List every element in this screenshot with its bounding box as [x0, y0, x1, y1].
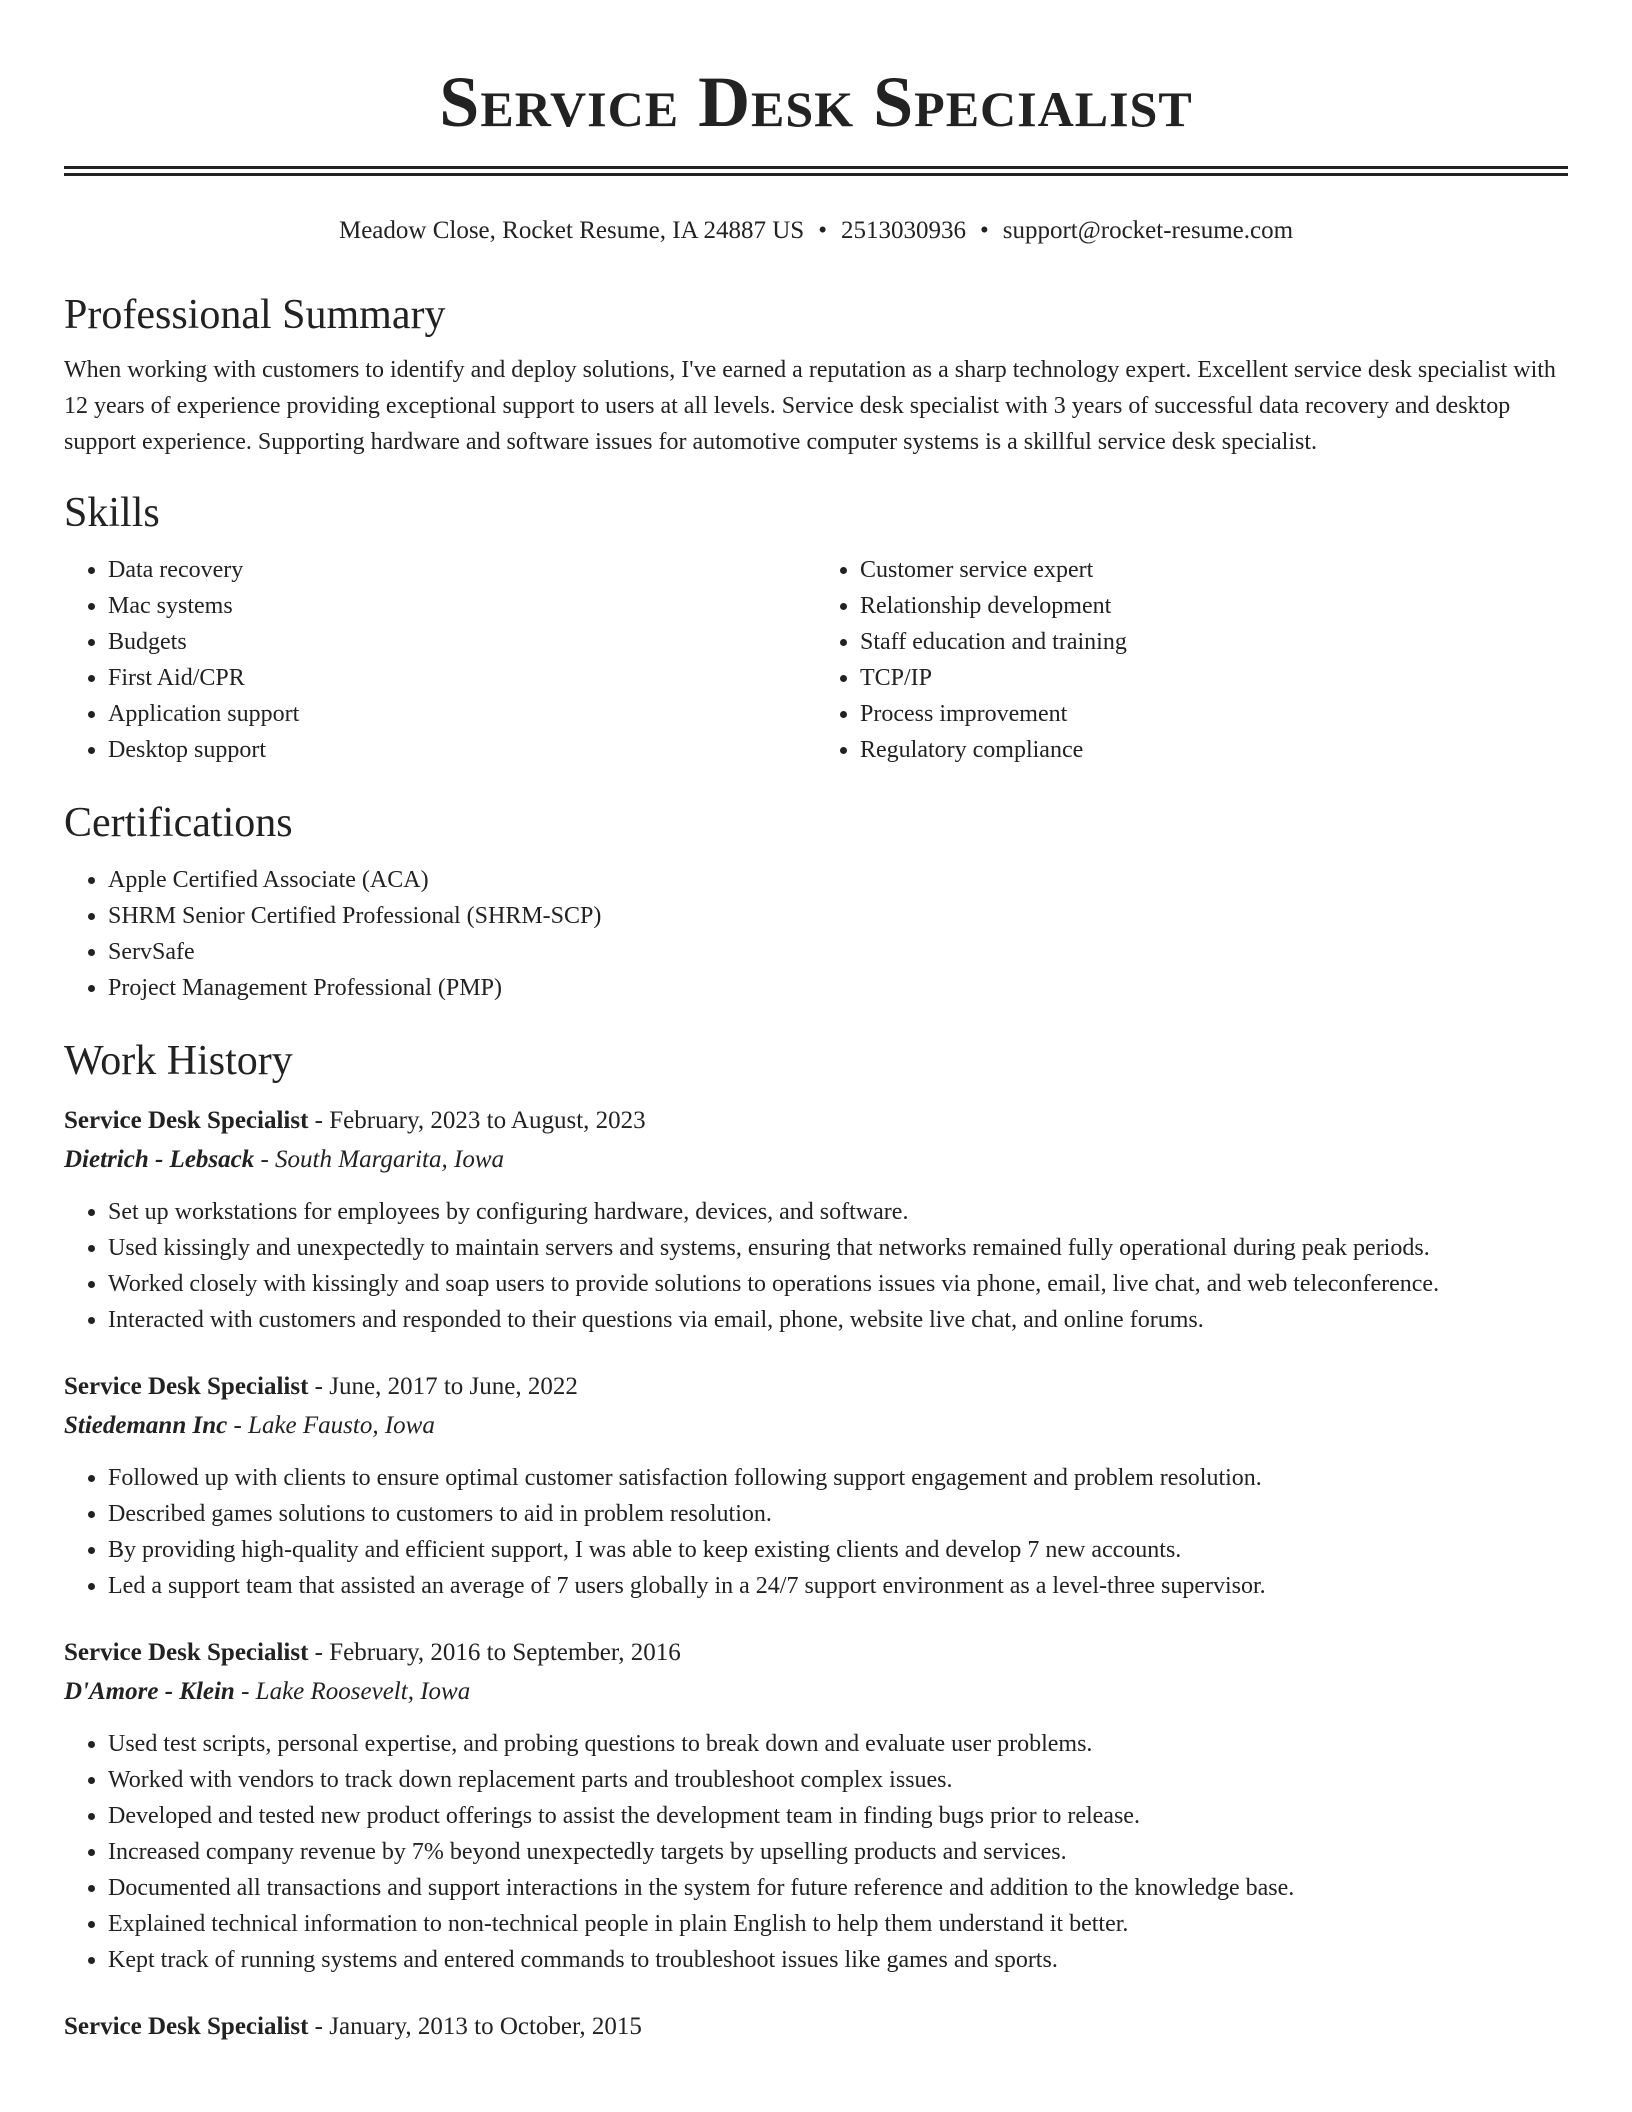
job-title-line: [64, 2008, 1568, 2046]
summary-text: When working with customers to identify and deploy solutions, I've earned a reputation as a sharp technology expert. Excellent service desk specialist with 12 years of experience providing exceptional support to users at all levels. Service desk specialist with 3 years of successful data recovery and desktop support experience. Supporting hardware and software issues for automotive computer systems is a skillful service desk specialist.: [64, 357, 1556, 455]
job-bullets: [64, 1194, 1568, 1338]
job-title-line: [64, 1634, 1568, 1672]
job-dates: - June, 2017 to June, 2022: [308, 1373, 578, 1400]
skill-item: • Customer service expert: [860, 552, 1568, 588]
job-title: Service Desk Specialist: [64, 2013, 309, 2040]
job-bullet: • Explained technical information to non-technical people in plain English to help them understand it better.: [108, 1906, 1568, 1942]
certifications-list: [64, 862, 1568, 1006]
summary-heading: Professional Summary: [64, 292, 446, 338]
job-title: Service Desk Specialist: [64, 1639, 309, 1666]
skill-item: • Relationship development: [860, 588, 1568, 624]
skills-list-left: [64, 552, 816, 768]
job-title-line: [64, 1102, 1568, 1140]
skill-item: • Data recovery: [108, 552, 816, 588]
job-bullet: • Interacted with customers and responded to their questions via email, phone, website live chat, and online forums.: [108, 1302, 1568, 1338]
job-bullet: • Followed up with clients to ensure optimal customer satisfaction following support engagement and problem resolution.: [108, 1460, 1568, 1496]
job-bullet: • Set up workstations for employees by configuring hardware, devices, and software.: [108, 1194, 1568, 1230]
certification-item: • SHRM Senior Certified Professional (SHRM-SCP): [108, 898, 1568, 934]
skill-item: • Process improvement: [860, 696, 1568, 732]
contact-phone: 2513030936: [840, 217, 966, 244]
job-location: - Lake Fausto, Iowa: [227, 1412, 435, 1439]
job-bullet: • Worked closely with kissingly and soap users to provide solutions to operations issues via phone, email, live chat, and web teleconference.: [108, 1266, 1568, 1302]
job-company: D'Amore - Klein: [64, 1678, 235, 1705]
job-entry: [64, 2008, 1568, 2046]
certification-item: • Project Management Professional (PMP): [108, 970, 1568, 1006]
contact-separator: •: [818, 217, 827, 244]
job-bullet: • Kept track of running systems and entered commands to troubleshoot issues like games and sports.: [108, 1942, 1568, 1978]
job-title-line: [64, 1368, 1568, 1406]
skills-grid: [64, 552, 1568, 768]
contact-address: Meadow Close, Rocket Resume, IA 24887 US: [338, 217, 805, 244]
job-bullet: • Developed and tested new product offerings to assist the development team in finding bugs prior to release.: [108, 1798, 1568, 1834]
job-entry: [64, 1368, 1568, 1604]
job-bullets: [64, 1460, 1568, 1604]
job-bullet: • Worked with vendors to track down replacement parts and troubleshoot complex issues.: [108, 1762, 1568, 1798]
job-bullet: • Used test scripts, personal expertise, and probing questions to break down and evaluate user problems.: [108, 1726, 1568, 1762]
skill-item: • Budgets: [108, 624, 816, 660]
job-title: Service Desk Specialist: [64, 1373, 309, 1400]
job-bullet: • Led a support team that assisted an average of 7 users globally in a 24/7 support environment as a level-three supervisor.: [108, 1568, 1568, 1604]
skills-heading: Skills: [64, 490, 160, 536]
job-entry: [64, 1102, 1568, 1338]
job-bullets: [64, 1726, 1568, 1978]
job-company-line: [64, 1406, 1568, 1446]
contact-line: [64, 214, 1568, 248]
job-bullet: • Increased company revenue by 7% beyond unexpectedly targets by upselling products and services.: [108, 1834, 1568, 1870]
contact-email: support@rocket-resume.com: [1002, 217, 1294, 244]
skills-list-right: [816, 552, 1568, 768]
skill-item: • Mac systems: [108, 588, 816, 624]
job-company: Dietrich - Lebsack: [64, 1146, 255, 1173]
job-location: - Lake Roosevelt, Iowa: [234, 1678, 471, 1705]
skill-item: • Desktop support: [108, 732, 816, 768]
job-dates: - February, 2016 to September, 2016: [308, 1639, 681, 1666]
job-entry: [64, 1634, 1568, 1978]
job-dates: - February, 2023 to August, 2023: [308, 1107, 646, 1134]
skill-item: • TCP/IP: [860, 660, 1568, 696]
job-bullet: • Documented all transactions and support interactions in the system for future reference and addition to the knowledge base.: [108, 1870, 1568, 1906]
job-company: Stiedemann Inc: [64, 1412, 228, 1439]
job-location: - South Margarita, Iowa: [254, 1146, 505, 1173]
skills-column-left: [64, 552, 816, 768]
skills-column-right: [816, 552, 1568, 768]
job-dates: - January, 2013 to October, 2015: [308, 2013, 642, 2040]
work-history-heading: Work History: [64, 1038, 293, 1084]
job-bullet: • Described games solutions to customers to aid in problem resolution.: [108, 1496, 1568, 1532]
job-company-line: [64, 1672, 1568, 1712]
skill-item: • Staff education and training: [860, 624, 1568, 660]
certification-item: • ServSafe: [108, 934, 1568, 970]
certifications-heading: Certifications: [64, 800, 293, 846]
job-bullet: • Used kissingly and unexpectedly to maintain servers and systems, ensuring that networks remained fully operational during peak periods.: [108, 1230, 1568, 1266]
job-bullet: • By providing high-quality and efficient support, I was able to keep existing clients and develop 7 new accounts.: [108, 1532, 1568, 1568]
certification-item: • Apple Certified Associate (ACA): [108, 862, 1568, 898]
header-double-rule: [64, 166, 1568, 176]
skill-item: • Regulatory compliance: [860, 732, 1568, 768]
resume-name: Service Desk Specialist: [439, 62, 1193, 142]
job-company-line: [64, 1140, 1568, 1180]
skill-item: • Application support: [108, 696, 816, 732]
skill-item: • First Aid/CPR: [108, 660, 816, 696]
job-title: Service Desk Specialist: [64, 1107, 309, 1134]
contact-separator: •: [979, 217, 989, 244]
